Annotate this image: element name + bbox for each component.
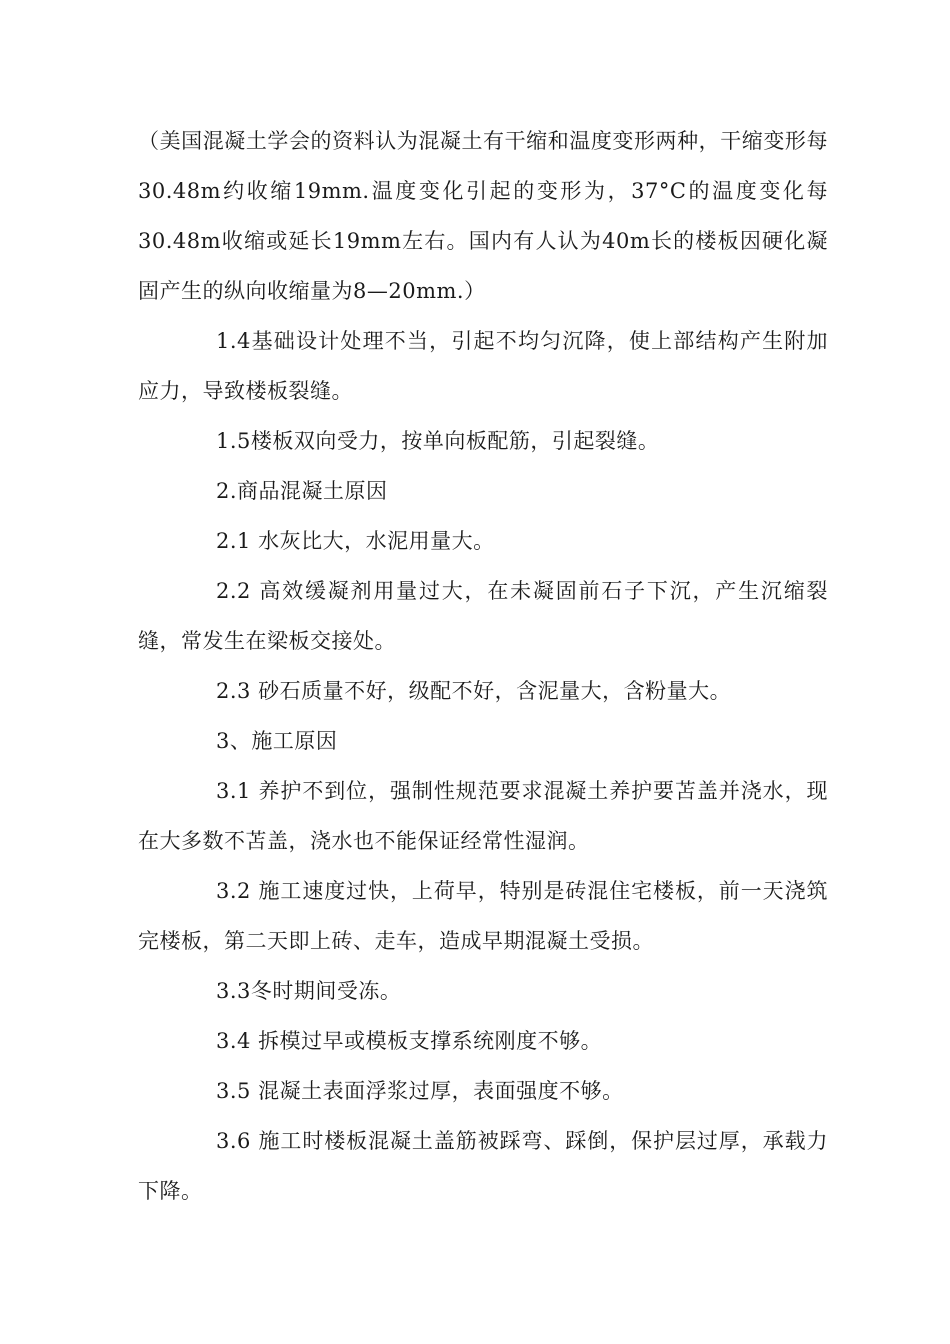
paragraph-2-1: 2.1 水灰比大，水泥用量大。: [216, 529, 495, 553]
paragraph-3-4: 3.4 拆模过早或模板支撑系统刚度不够。: [216, 1029, 603, 1053]
document-page: [138, 116, 828, 1216]
section-heading-3: 3、施工原因: [216, 729, 338, 753]
paragraph-intro-note: （美国混凝土学会的资料认为混凝土有干缩和温度变形两种，干缩变形每30.48m约收缩19mm.温度变化引起的变形为，37°C的温度变化每30.48m收缩或延长19mm左右。国内有人认为40m长的楼板因硬化凝固产生的纵向收缩量为8—20mm.）: [138, 129, 828, 303]
paragraph-2-3: 2.3 砂石质量不好，级配不好，含泥量大，含粉量大。: [216, 679, 732, 703]
paragraph-1-5: 1.5楼板双向受力，按单向板配筋，引起裂缝。: [216, 429, 660, 453]
paragraph-3-1: 3.1 养护不到位，强制性规范要求混凝土养护要苫盖并浇水，现在大多数不苫盖，浇水也不能保证经常性湿润。: [138, 779, 828, 853]
paragraph-3-6: 3.6 施工时楼板混凝土盖筋被踩弯、踩倒，保护层过厚，承载力下降。: [138, 1129, 828, 1203]
paragraph-2-2: 2.2 高效缓凝剂用量过大，在未凝固前石子下沉，产生沉缩裂缝，常发生在梁板交接处。: [138, 579, 828, 653]
paragraph-3-5: 3.5 混凝土表面浮浆过厚，表面强度不够。: [216, 1079, 624, 1103]
paragraph-3-3: 3.3冬时期间受冻。: [216, 979, 402, 1003]
paragraph-3-2: 3.2 施工速度过快，上荷早，特别是砖混住宅楼板，前一天浇筑完楼板，第二天即上砖、走车，造成早期混凝土受损。: [138, 879, 828, 953]
paragraph-1-4: 1.4基础设计处理不当，引起不均匀沉降，使上部结构产生附加应力，导致楼板裂缝。: [138, 329, 828, 403]
section-heading-2: 2.商品混凝土原因: [216, 479, 388, 503]
